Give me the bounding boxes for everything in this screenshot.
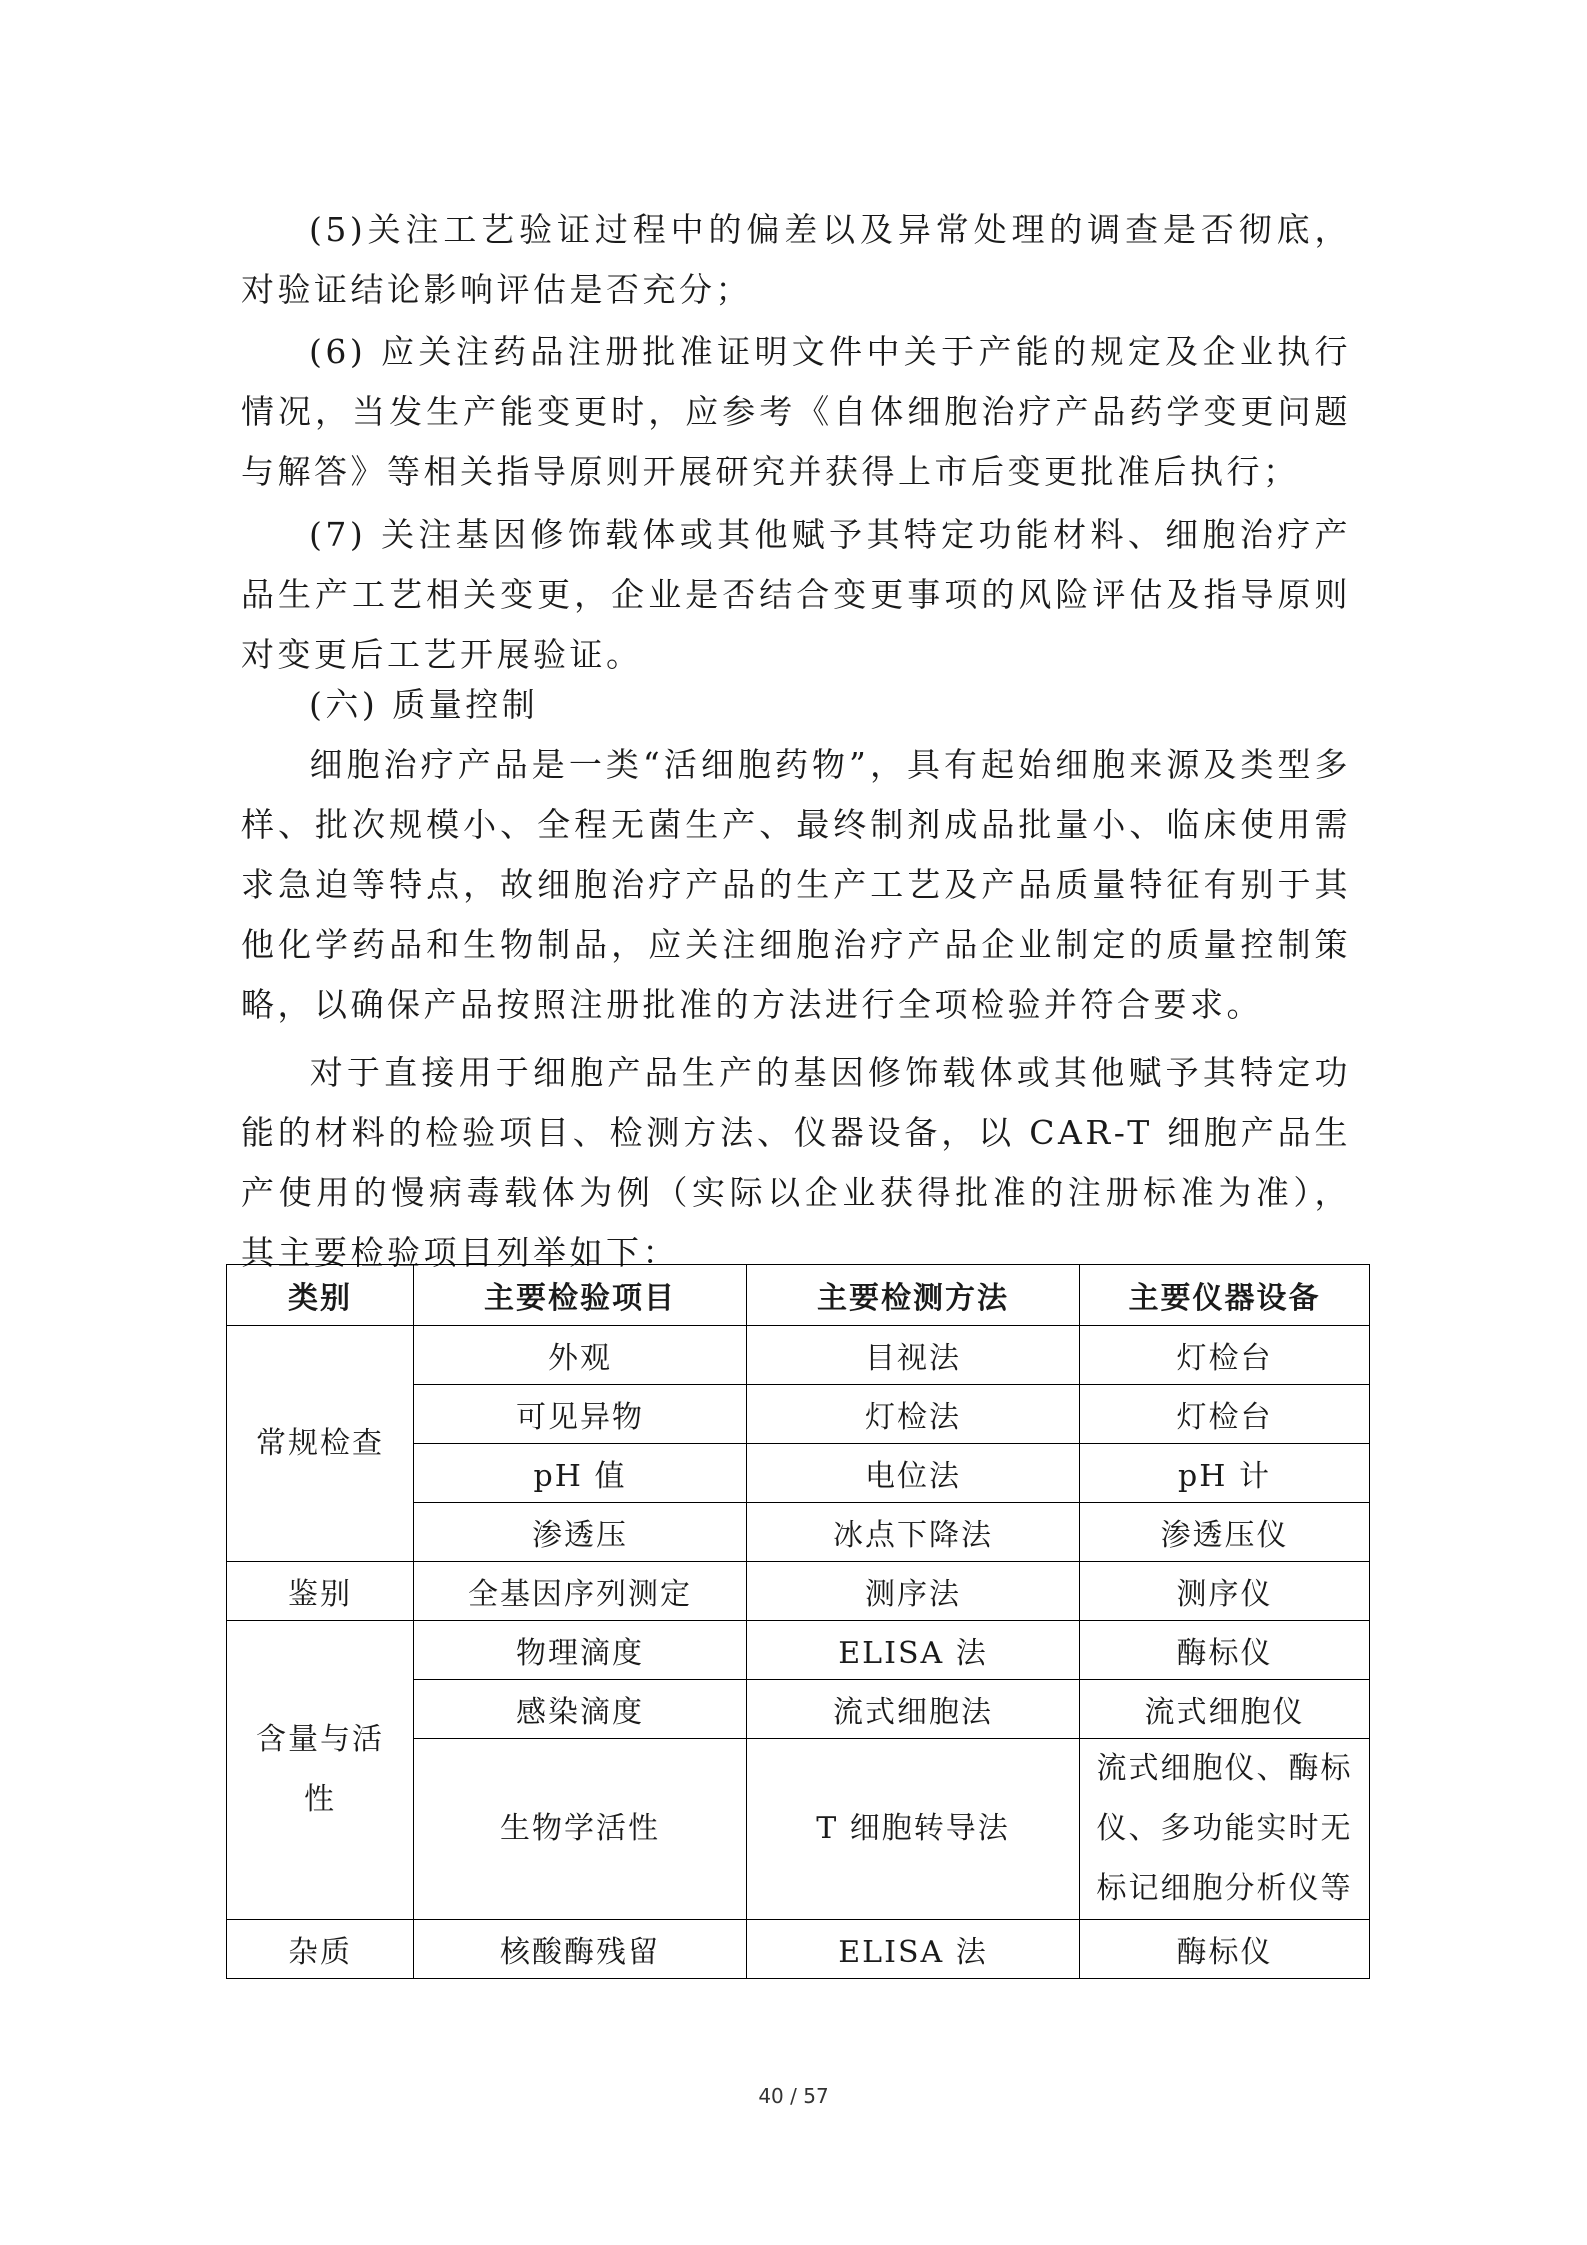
quality-test-table [226,1264,1370,1979]
table-row [227,1920,1370,1979]
header-equipment: 主要仪器设备 [1080,1265,1370,1326]
group-routine [227,1326,414,1562]
paragraph-6-text: (6) 应关注药品注册批准证明文件中关于产能的规定及企业执行情况，当发生产能变更时，应参考《自体细胞治疗产品药学变更问题与解答》等相关指导原则开展研究并获得上市后变更批准后执行； [241,332,1351,491]
cell-item: 核酸酶残留 [414,1920,747,1979]
cell-method: 测序法 [747,1562,1080,1621]
paragraph-lentivirus-intro-text: 对于直接用于细胞产品生产的基因修饰载体或其他赋予其特定功能的材料的检验项目、检测方法、仪器设备，以 CAR-T 细胞产品生产使用的慢病毒载体为例（实际以企业获得批准的注册标准为准），其主要检验项目列举如下： [241,1053,1351,1272]
cell-equipment: 测序仪 [1080,1562,1370,1621]
cell-item: 全基因序列测定 [414,1562,747,1621]
paragraph-lentivirus-intro [241,1043,1351,1283]
cell-method: 冰点下降法 [747,1503,1080,1562]
header-method: 主要检测方法 [747,1265,1080,1326]
paragraph-6 [241,322,1351,502]
page-number: 40 / 57 [758,2084,829,2108]
cell-equipment: 灯检台 [1080,1385,1370,1444]
cell-method: 电位法 [747,1444,1080,1503]
cell-item: 物理滴度 [414,1621,747,1680]
cell-method: T 细胞转导法 [747,1739,1080,1920]
section-heading-text: (六) 质量控制 [309,685,539,724]
cell-equipment: pH 计 [1080,1444,1370,1503]
paragraph-7 [241,505,1351,685]
paragraph-5 [241,200,1351,320]
paragraph-quality-intro [241,735,1351,1035]
group-impurity: 杂质 [227,1920,414,1979]
header-test-item: 主要检验项目 [414,1265,747,1326]
cell-method: 流式细胞法 [747,1680,1080,1739]
group-content [227,1621,414,1920]
cell-equipment: 酶标仪 [1080,1621,1370,1680]
cell-equipment: 渗透压仪 [1080,1503,1370,1562]
cell-item: pH 值 [414,1444,747,1503]
cell-equipment: 灯检台 [1080,1326,1370,1385]
cell-method: 灯检法 [747,1385,1080,1444]
paragraph-7-text: (7) 关注基因修饰载体或其他赋予其特定功能材料、细胞治疗产品生产工艺相关变更，企业是否结合变更事项的风险评估及指导原则对变更后工艺开展验证。 [241,515,1351,674]
cell-method: ELISA 法 [747,1920,1080,1979]
paragraph-5-text: (5)关注工艺验证过程中的偏差以及异常处理的调查是否彻底，对验证结论影响评估是否充分； [241,210,1351,309]
cell-item: 外观 [414,1326,747,1385]
cell-equipment: 酶标仪 [1080,1920,1370,1979]
group-identity: 鉴别 [227,1562,414,1621]
cell-method: ELISA 法 [747,1621,1080,1680]
paragraph-quality-intro-text: 细胞治疗产品是一类“活细胞药物”，具有起始细胞来源及类型多样、批次规模小、全程无菌生产、最终制剂成品批量小、临床使用需求急迫等特点，故细胞治疗产品的生产工艺及产品质量特征有别于其他化学药品和生物制品，应关注细胞治疗产品企业制定的质量控制策略，以确保产品按照注册批准的方法进行全项检验并符合要求。 [241,745,1351,1024]
cell-item: 渗透压 [414,1503,747,1562]
group-content-text: 含量与活性 [256,1722,384,1817]
group-routine-text: 常规检查 [256,1425,384,1461]
cell-equipment: 流式细胞仪、酶标仪、多功能实时无标记细胞分析仪等 [1080,1739,1370,1920]
table-row [227,1621,1370,1680]
cell-equipment: 流式细胞仪 [1080,1680,1370,1739]
cell-item: 生物学活性 [414,1739,747,1920]
table-header-row [227,1265,1370,1326]
section-heading-quality-control [241,675,1351,735]
table-row [227,1326,1370,1385]
cell-item: 感染滴度 [414,1680,747,1739]
table-row [227,1562,1370,1621]
cell-method: 目视法 [747,1326,1080,1385]
header-category: 类别 [227,1265,414,1326]
cell-item: 可见异物 [414,1385,747,1444]
